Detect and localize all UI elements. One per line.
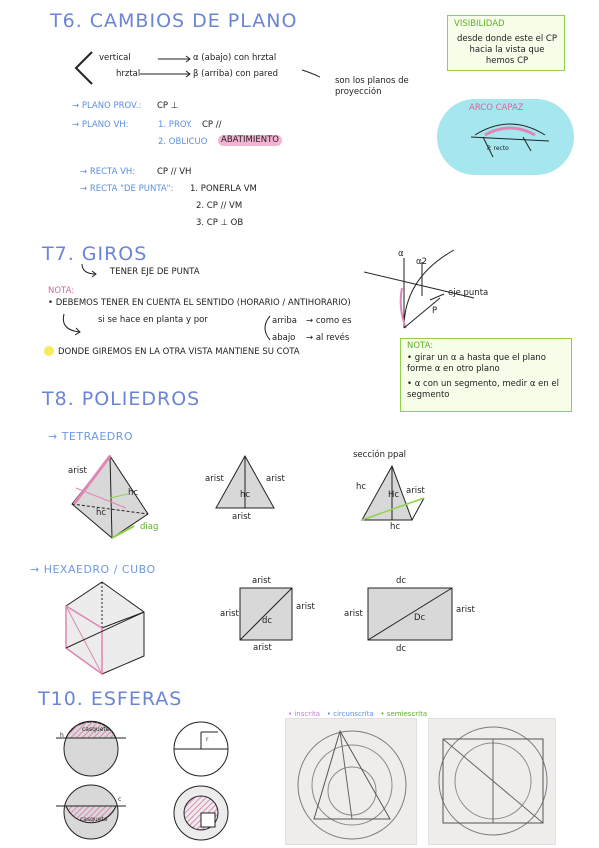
plano-prov-label: → PLANO PROV.: bbox=[72, 101, 142, 111]
legend-semiescrita: • semiescrita bbox=[380, 710, 428, 718]
plano-vh-label: → PLANO VH: bbox=[72, 120, 129, 130]
plano-vh-2-value: ABATIMIENTO bbox=[218, 135, 282, 146]
photo-circles-triangle bbox=[285, 718, 417, 845]
t6-title: T6. CAMBIOS DE PLANO bbox=[50, 10, 298, 32]
tetra-3d-diag: diag bbox=[140, 522, 159, 532]
sphere-bottom-c: c bbox=[118, 796, 122, 803]
sphere-top-h: h bbox=[60, 732, 64, 739]
plano-vh-1-value: CP // bbox=[202, 120, 222, 130]
tetra-3d-hc-2: hc bbox=[96, 508, 107, 518]
t10-title: T10. ESFERAS bbox=[38, 688, 183, 710]
t7-bullet-1: • DEBEMOS TENER EN CUENTA EL SENTIDO (HORARIO / ANTIHORARIO) bbox=[48, 298, 351, 308]
giros-alpha: α bbox=[398, 249, 404, 259]
triangle-arist-left: arist bbox=[205, 474, 224, 484]
rect-dc-bottom: dc bbox=[396, 644, 407, 654]
sphere-bottom-casquete: casquete bbox=[80, 816, 108, 823]
sphere-top-casquete: casquete bbox=[82, 726, 110, 733]
plano-prov-value: CP ⊥ bbox=[157, 101, 179, 111]
hexaedro-label: → HEXAEDRO / CUBO bbox=[30, 563, 156, 576]
triangle-arist-right: arist bbox=[266, 474, 285, 484]
square-face bbox=[238, 586, 294, 642]
square-arist-right: arist bbox=[296, 602, 315, 612]
t7-abajo: abajo bbox=[272, 333, 296, 343]
highlight-dot bbox=[44, 346, 54, 356]
seccion-label: sección ppal bbox=[353, 450, 407, 460]
t7-subtitle-arrow bbox=[78, 262, 108, 280]
legend-inscrita: • inscrita bbox=[288, 710, 321, 718]
giros-a2: α2 bbox=[416, 257, 428, 267]
tetra-3d-arist: arist bbox=[68, 466, 87, 476]
photo-circles-square bbox=[428, 718, 556, 845]
t6-horizontal-desc: β (arriba) con pared bbox=[193, 69, 278, 79]
sphere-r-label: r bbox=[206, 736, 209, 743]
square-arist-top: arist bbox=[252, 576, 271, 586]
recta-punta-item-1: 1. PONERLA VM bbox=[190, 184, 257, 194]
t7-bullet-1-text: DEBEMOS TENER EN CUENTA EL SENTIDO (HORARIO / ANTIHORARIO) bbox=[55, 298, 351, 308]
t10-legend bbox=[288, 710, 427, 718]
hexaedro-3d bbox=[60, 578, 150, 678]
t8-title: T8. POLIEDROS bbox=[42, 388, 201, 410]
triangle-hc: hc bbox=[240, 490, 251, 500]
tetra-3d-hc: hc bbox=[128, 488, 139, 498]
plano-vh-1: 1. PROY. bbox=[158, 120, 193, 130]
legend-circunscrita: • circunscrita bbox=[326, 710, 374, 718]
t6-horizontal: hrztal bbox=[116, 69, 141, 79]
arco-capaz-diagram bbox=[465, 117, 555, 167]
square-dc: dc bbox=[262, 616, 273, 626]
tetraedro-label: → TETRAEDRO bbox=[48, 430, 134, 443]
t7-nota-label: NOTA: bbox=[48, 286, 75, 296]
arco-capaz-label: P. recto bbox=[487, 145, 509, 152]
nota-box-item-1: • girar un α a hasta que el plano forme α en otro plano bbox=[407, 353, 546, 374]
t7-branch-prefix: si se hace en planta y por bbox=[98, 315, 208, 325]
giros-eje-punta: eje punta bbox=[448, 288, 489, 298]
nota-box bbox=[400, 338, 572, 412]
nota-box-item-1-text: girar un α a hasta que el plano forme α en otro plano bbox=[407, 353, 546, 374]
arco-capaz-title: ARCO CAPAZ bbox=[469, 103, 524, 113]
visibility-title: VISIBILIDAD bbox=[454, 19, 505, 29]
giros-p: P bbox=[432, 306, 438, 316]
plano-vh-2: 2. OBLICUO bbox=[158, 137, 208, 147]
tetraedro-3d bbox=[62, 448, 162, 548]
t6-vertical-desc: α (abajo) con hrztal bbox=[193, 53, 277, 63]
rect-dc-top: dc bbox=[396, 576, 407, 586]
rect-Dc: Dc bbox=[414, 613, 426, 623]
t7-title: T7. GIROS bbox=[42, 243, 148, 265]
rect-arist-left: arist bbox=[344, 609, 363, 619]
rect-arist-right: arist bbox=[456, 605, 475, 615]
t7-branch-arrow bbox=[58, 312, 98, 340]
t6-planes-note: son los planos de proyección bbox=[335, 76, 409, 97]
sphere-radius-bottom bbox=[170, 782, 232, 844]
t6-vertical: vertical bbox=[99, 53, 131, 63]
recta-punta-item-3: 3. CP ⊥ OB bbox=[196, 218, 244, 228]
square-arist-left: arist bbox=[220, 609, 239, 619]
t7-arriba: arriba bbox=[272, 316, 298, 326]
visibility-box bbox=[447, 15, 565, 71]
sphere-radius-top bbox=[170, 718, 232, 780]
recta-vh-label: → RECTA VH: bbox=[80, 167, 136, 177]
arco-capaz-bubble bbox=[437, 99, 574, 175]
rectangle-section bbox=[366, 586, 456, 642]
recta-vh-value: CP // VH bbox=[157, 167, 192, 177]
t7-bullet-2: DONDE GIREMOS EN LA OTRA VISTA MANTIENE SU COTA bbox=[58, 347, 300, 357]
t7-subtitle: TENER EJE DE PUNTA bbox=[110, 267, 200, 277]
recta-punta-label: → RECTA "DE PUNTA": bbox=[80, 184, 174, 194]
t7-arriba-result: → como es bbox=[306, 316, 352, 326]
t7-abajo-result: → al revés bbox=[306, 333, 350, 343]
nota-box-item-2-text: α con un segmento, medir α en el segmento bbox=[407, 379, 560, 400]
triangle-arist-bottom: arist bbox=[232, 512, 251, 522]
sphere-casquete-bottom bbox=[56, 782, 126, 842]
seccion-arist: arist bbox=[406, 486, 425, 496]
recta-punta-item-2: 2. CP // VM bbox=[196, 201, 243, 211]
visibility-text: desde donde este el CP hacia la vista que hemos CP bbox=[457, 34, 557, 66]
nota-box-item-2: • α con un segmento, medir α en el segmento bbox=[407, 379, 560, 400]
seccion-Hc: Hc bbox=[388, 490, 400, 500]
seccion-hc: hc bbox=[356, 482, 367, 492]
square-arist-bottom: arist bbox=[253, 643, 272, 653]
nota-box-title: NOTA: bbox=[407, 341, 434, 351]
seccion-hc-2: hc bbox=[390, 522, 401, 532]
